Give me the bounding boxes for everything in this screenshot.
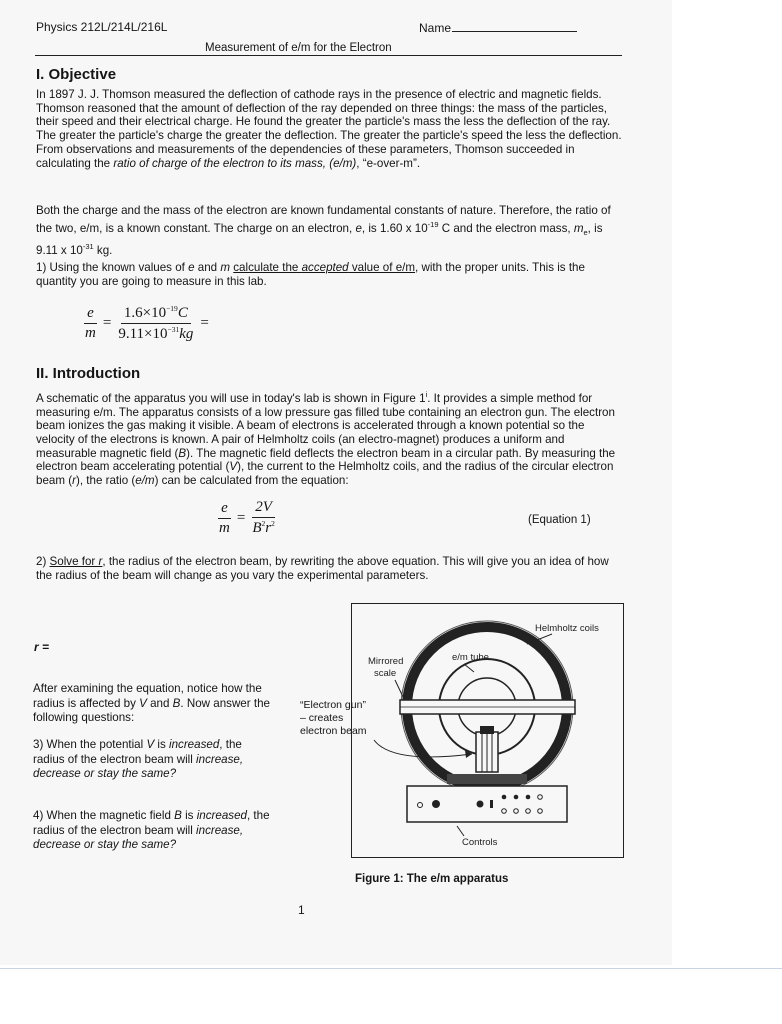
eq1-lhs: [216, 500, 233, 537]
control-dial: [432, 800, 440, 808]
objective-text-end: , “e-over-m”.: [356, 156, 421, 170]
control-jack-1: [502, 795, 507, 800]
question-2: [36, 555, 626, 582]
rhs-denominator: [115, 324, 196, 343]
r-answer-line: r =: [34, 640, 50, 654]
intro-text-b: . It provides a simple method for measuring e/m. The apparatus consists of a low pressure gas filled tube containing an electron gun. The electron beam ionizes the gas making it visible. A beam of electrons is accelerated through a known potential so the velocity of the electrons is known. A pair of Helmholtz coils (an electro-magnet) produces a uniform and measurable magnetic field (: [36, 391, 615, 460]
control-panel: [407, 786, 567, 822]
intro-em: e/m: [135, 474, 155, 488]
q2-text: , the radius of the electron beam, by rewriting the above equation. This will give you an idea of how the radius of the beam will change as you vary the experimental parameters.: [36, 555, 609, 582]
q1-accepted: accepted: [301, 261, 349, 274]
lhs-numerator: e: [84, 305, 97, 324]
q1-m: m: [220, 261, 231, 274]
eq1-equals: =: [236, 509, 246, 526]
page-bottom-rule: [0, 968, 782, 969]
control-jack-3: [526, 795, 531, 800]
accepted-value-equation: [82, 304, 209, 343]
name-blank: [452, 31, 577, 32]
introduction-heading: II. Introduction: [36, 365, 141, 382]
mirrored-label-2: scale: [374, 668, 397, 679]
coil-base-mount: [447, 774, 527, 784]
m-symbol: m: [573, 221, 584, 235]
mirrored-label-1: Mirrored: [368, 656, 404, 667]
intro-text-f: ) can be calculated from the equation:: [154, 474, 349, 488]
gun-cathode: [480, 726, 494, 734]
em-apparatus-diagram: [352, 604, 623, 857]
helmholtz-label: Helmholtz coils: [535, 623, 599, 634]
after-equation-note: [33, 682, 295, 726]
objective-heading: I. Objective: [36, 66, 117, 83]
e-symbol: e: [355, 221, 362, 235]
intro-text-c: ). The magnetic field deflects the electron beam in a circular path. By measuring the electron beam accelerating potential (: [36, 446, 616, 474]
q3-V: V: [146, 738, 155, 751]
charge-exponent: -19: [427, 219, 439, 229]
lhs-denominator: m: [85, 325, 96, 341]
q2-r: r: [98, 555, 103, 568]
constants-text-d: , is 9.11 x 10: [36, 221, 603, 257]
q4-B: B: [174, 809, 182, 822]
m-subscript: e: [583, 227, 588, 237]
controls-label: Controls: [462, 837, 498, 848]
constants-text-c: C and the electron mass,: [438, 221, 574, 235]
constants-text-b: , is 1.60 x 10: [361, 221, 428, 235]
control-knob-2: [477, 801, 484, 808]
rhs-den-mantissa: 9.11×10: [118, 326, 168, 342]
question-4: [33, 809, 281, 853]
objective-italic: ratio of charge of the electron to its mass, (e/m): [113, 156, 357, 170]
rhs-num-exponent: −19: [166, 304, 178, 313]
q2-number: 2): [36, 555, 50, 568]
gun-label-line-1: “Electron gun”: [300, 699, 366, 711]
em-tube-leader: [464, 664, 474, 672]
course-label: Physics 212L/214L/216L: [36, 20, 168, 34]
electron-gun-label: [300, 699, 367, 738]
eq1-B-sq: 2: [261, 519, 266, 528]
q4-text-a: 4) When the magnetic field: [33, 809, 175, 822]
q3-increased: increased: [169, 738, 220, 751]
eq1-lhs-den: m: [219, 519, 230, 536]
q3-text-b: is: [154, 738, 169, 751]
q4-increased: increased: [196, 809, 247, 822]
q4-text-b: is: [181, 809, 197, 822]
q3-text-a: 3) When the potential: [33, 738, 147, 751]
eq1-rhs-den: [249, 518, 278, 537]
intro-V: V: [229, 460, 238, 474]
page-number: 1: [298, 903, 305, 917]
q1-underlined: [233, 261, 415, 274]
control-switch: [490, 800, 493, 808]
question-3: [33, 738, 273, 782]
constants-text-e: kg.: [93, 243, 113, 257]
rhs-den-exponent: −31: [167, 325, 180, 334]
after-text-c: . Now answer the following questions:: [33, 696, 270, 724]
q2-solve-for: Solve for: [49, 555, 99, 568]
eq1-r-sq: 2: [271, 519, 275, 528]
q4-choices: increase, decrease or stay the same?: [33, 823, 244, 851]
after-text-a: After examining the equation, notice how the radius is affected by: [33, 682, 262, 710]
intro-text-d: ), the current to the Helmholtz coils, and the radius of the circular electron beam (: [36, 460, 614, 488]
after-B: B: [172, 696, 181, 710]
q4-text-c: , the radius of the electron beam will: [33, 809, 270, 837]
intro-B: B: [178, 446, 187, 460]
q1-text-d: , with the proper units. This is the quantity you are going to measure in this lab.: [36, 261, 585, 288]
q3-text-c: , the radius of the electron beam will: [33, 738, 242, 766]
em-tube-label: e/m tube: [452, 652, 489, 663]
control-jack-2: [514, 795, 519, 800]
figure-1-frame: [351, 603, 624, 858]
q1-text-b: and: [194, 261, 221, 274]
intro-r: r: [72, 474, 76, 488]
figure-caption: Figure 1: The e/m apparatus: [355, 873, 509, 885]
q1-text-a: 1) Using the known values of: [36, 261, 189, 274]
rhs-numerator: [121, 304, 191, 324]
constants-text-a: Both the charge and the mass of the electron are known fundamental constants of nature. Therefore, the ratio of the two, e/m, is a known constant. The charge on an electron,: [36, 204, 611, 235]
page-title: Measurement of e/m for the Electron: [205, 42, 392, 54]
q1-u1: calculate the: [233, 261, 302, 274]
intro-text-a: A schematic of the apparatus you will use in today's lab is shown in Figure 1: [36, 391, 426, 405]
q3-choices: increase, decrease or stay the same?: [33, 752, 244, 780]
question-1: [36, 261, 624, 288]
objective-text: In 1897 J. J. Thomson measured the deflection of cathode rays in the presence of electric and magnetic fields. Thomson reasoned that the amount of deflection of the ray depended on three things: the mass of the particles, their speed and their electrical charge. He found the greater the particle's mass the less the deflection of the ray. The greater the particle's charge the greater the deflection. The greater the particle's speed the less the deflection. From observations and measurements of the dependencies of these parameters, Thomson succeeded in calculating the: [36, 88, 622, 170]
eq1-rhs: [249, 499, 278, 537]
constants-paragraph: [36, 204, 624, 257]
after-V: V: [139, 696, 147, 710]
eq1-lhs-num: e: [218, 500, 231, 519]
eq1-B: B: [252, 520, 262, 536]
controls-leader: [457, 826, 464, 836]
equals-sign: =: [102, 315, 112, 331]
gun-label-line-2: – creates: [300, 712, 344, 724]
mass-exponent: -31: [82, 241, 94, 251]
rhs-den-unit: kg: [179, 326, 194, 342]
introduction-paragraph: [36, 388, 626, 488]
name-label: Name: [419, 21, 452, 35]
lhs-fraction: [82, 305, 99, 342]
q1-u2: value of e/m: [348, 261, 416, 274]
gun-label-line-3: electron beam: [300, 725, 367, 737]
rhs-num-mantissa: 1.6×10: [123, 305, 167, 321]
header-rule: [35, 55, 622, 56]
name-field: [419, 21, 577, 35]
intro-text-e: ), the ratio (: [75, 474, 136, 488]
trailing-equals: =: [200, 315, 209, 331]
equation-1: [216, 499, 278, 537]
rhs-num-unit: C: [177, 305, 188, 321]
q1-e: e: [188, 261, 195, 274]
footnote-ref: i: [425, 390, 428, 399]
equation-1-label: (Equation 1): [528, 514, 591, 526]
eq1-r: r: [265, 520, 272, 536]
q2-underlined: [50, 555, 103, 568]
objective-paragraph: [36, 88, 626, 170]
eq1-rhs-num: 2V: [252, 499, 275, 518]
after-text-b: and: [146, 696, 173, 710]
rhs-fraction: [115, 304, 196, 343]
